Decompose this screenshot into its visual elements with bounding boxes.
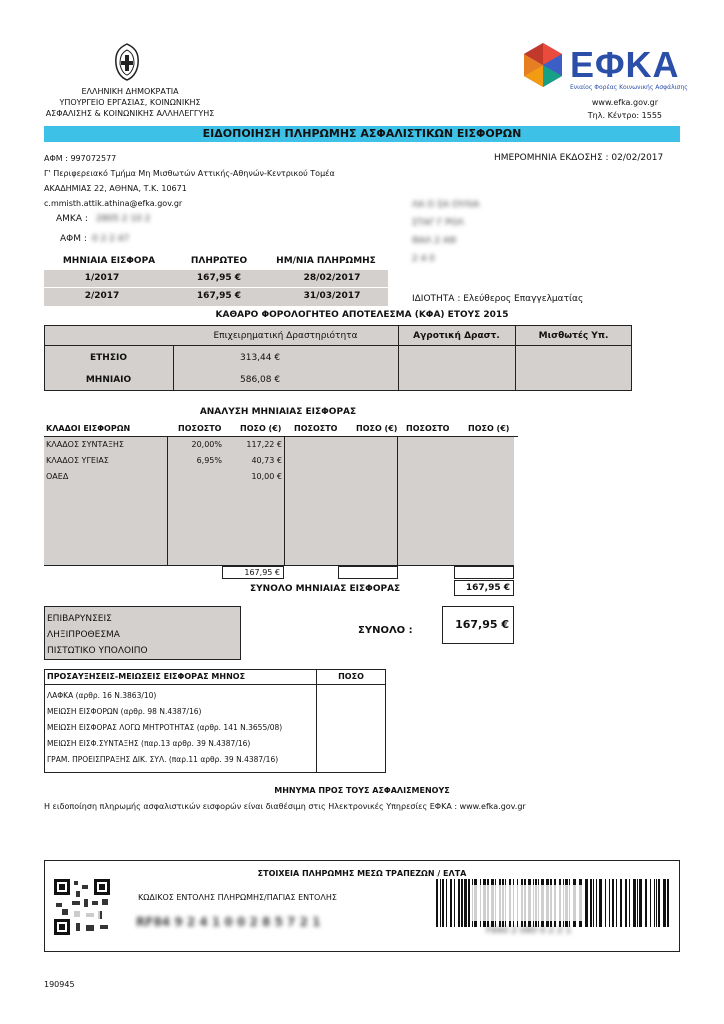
analysis-title: ΑΝΑΛΥΣΗ ΜΗΝΙΑΙΑΣ ΕΙΣΦΟΡΑΣ xyxy=(199,407,357,417)
barcode-bar xyxy=(585,879,588,927)
barcode-bar xyxy=(590,879,592,927)
payment-month: 1/2017 xyxy=(84,273,120,283)
kfa-col-salaried: Μισθωτές Υπ. xyxy=(538,331,609,341)
barcode-bar xyxy=(654,879,655,927)
kfa-row-label: ΜΗΝΙΑΙΟ xyxy=(85,375,132,385)
surcharges-box xyxy=(44,606,241,660)
barcode-bar xyxy=(436,879,438,927)
analysis-col-amt3: ΠΟΣΟ (€) xyxy=(468,424,510,433)
barcode-bar xyxy=(464,879,467,927)
subtotal-box xyxy=(222,566,284,579)
website: www.efka.gov.gr xyxy=(591,98,658,107)
analysis-branch: ΟΑΕΔ xyxy=(46,472,69,481)
table-row xyxy=(44,273,388,287)
payment-date: 31/03/2017 xyxy=(303,291,361,301)
grand-total-label: ΣΥΝΟΛΟ : xyxy=(358,625,413,636)
adjustments-rows xyxy=(47,688,282,768)
list-item: ΓΡΑΜ. ΠΡΟΕΙΣΠΡΑΞΗΣ ΔΙΚ. ΣΥΛ. (παρ.11 αρθρ. 39 Ν.4387/16) xyxy=(47,755,279,764)
list-item: ΛΑΦΚΑ (αρθρ. 16 Ν.3863/10) xyxy=(47,691,157,700)
message-text: Η ειδοποίηση πληρωμής ασφαλιστικών εισφορών είναι διαθέσιμη στις Ηλεκτρονικές Υπηρεσίες ΕΦΚΑ : www.efka.gov.gr xyxy=(44,802,526,811)
masked-line: ΣΤΑΓ Γ ΡΟΛ xyxy=(412,218,464,228)
kfa-row-value: 313,44 € xyxy=(240,353,281,363)
barcode-bar xyxy=(625,879,627,927)
barcode-bar xyxy=(596,879,597,927)
analysis-col-amt1: ΠΟΣΟ (€) xyxy=(240,424,282,433)
analysis-col-pct2: ΠΟΣΟΣΤΟ xyxy=(294,424,338,433)
ministry-line: ΕΛΛΗΝΙΚΗ ΔΗΜΟΚΡΑΤΙΑ xyxy=(81,87,179,96)
analysis-pct: 20,00% xyxy=(191,440,222,449)
kfa-col-biz: Επιχειρηματική Δραστηριότητα xyxy=(213,331,358,341)
ministry-line: ΑΣΦΑΛΙΣΗΣ & ΚΟΙΝΩΝΙΚΗΣ ΑΛΛΗΛΕΓΓΥΗΣ xyxy=(45,109,215,118)
barcode-bar xyxy=(461,879,463,927)
analysis-branch: ΚΛΑΔΟΣ ΣΥΝΤΑΞΗΣ xyxy=(46,440,124,449)
analysis-col-pct3: ΠΟΣΟΣΤΟ xyxy=(406,424,450,433)
analysis-amount: 117,22 € xyxy=(246,440,282,449)
afm-label: ΑΦΜ : xyxy=(60,234,87,244)
barcode-bar xyxy=(658,879,660,927)
table-row xyxy=(44,291,388,305)
barcode-bar xyxy=(639,879,642,927)
issuer-email: c.mmisth.attik.athina@efka.gov.gr xyxy=(44,199,183,208)
subtotal-value: 167,95 € xyxy=(244,568,280,577)
masked-line: 2 4 0 xyxy=(412,254,435,264)
amka-value: 2805 2 10 2 xyxy=(96,214,151,224)
surcharge-line: ΠΙΣΤΩΤΙΚΟ ΥΠΟΛΟΙΠΟ xyxy=(47,646,148,656)
payments-col-month: ΜΗΝΙΑΙΑ ΕΙΣΦΟΡΑ xyxy=(62,256,156,266)
barcode-text: F840 2 080 0 2 2 1 xyxy=(486,926,572,936)
masked-name-block xyxy=(412,196,479,268)
table-row xyxy=(44,440,518,452)
barcode-bar xyxy=(663,879,666,927)
issue-date: ΗΜΕΡΟΜΗΝΙΑ ΕΚΔΟΣΗΣ : 02/02/2017 xyxy=(494,153,664,163)
masked-line: ΘΑΛ 2 ΑΘ xyxy=(412,236,457,246)
table-row xyxy=(44,456,518,468)
surcharge-line: ΛΗΞΙΠΡΟΘΕΣΜΑ xyxy=(47,630,120,640)
kfa-title: ΚΑΘΑΡΟ ΦΟΡΟΛΟΓΗΤΕΟ ΑΠΟΤΕΛΕΣΜΑ (ΚΦΑ) ΕΤΟΥΣ 2015 xyxy=(215,310,509,320)
barcode-bar xyxy=(633,879,636,927)
message-title: ΜΗΝΥΜΑ ΠΡΟΣ ΤΟΥΣ ΑΣΦΑΛΙΣΜΕΝΟΥΣ xyxy=(274,786,450,795)
barcode-bar xyxy=(645,879,647,927)
barcode-bar xyxy=(446,879,447,927)
status-line: ΙΔΙΟΤΗΤΑ : Ελεύθερος Επαγγελματίας xyxy=(412,294,584,304)
analysis-amount: 10,00 € xyxy=(251,472,282,481)
barcode-icon xyxy=(436,879,672,927)
analysis-col-branch: ΚΛΑΔΟΙ ΕΙΣΦΟΡΩΝ xyxy=(46,424,131,433)
analysis-col-amt2: ΠΟΣΟ (€) xyxy=(356,424,398,433)
title-bar xyxy=(44,126,680,142)
barcode-bar xyxy=(454,879,455,927)
barcode-bar xyxy=(442,879,444,927)
analysis-pct: 6,95% xyxy=(196,456,222,465)
empty-subtotal-box xyxy=(338,566,398,579)
amka-label: ΑΜΚΑ : xyxy=(56,214,88,224)
kfa-row-value: 586,08 € xyxy=(240,375,281,385)
grand-total-box xyxy=(442,606,514,644)
barcode-bar xyxy=(599,879,602,927)
ministry-block xyxy=(40,86,220,119)
barcode-bar xyxy=(612,879,614,927)
barcode-bar xyxy=(593,879,594,927)
greek-emblem-icon xyxy=(110,42,144,82)
barcode-bar xyxy=(440,879,441,927)
barcode-bar xyxy=(616,879,617,927)
total-value: 167,95 € xyxy=(465,583,510,593)
barcode-mask xyxy=(472,885,582,921)
analysis-branch: ΚΛΑΔΟΣ ΥΓΕΙΑΣ xyxy=(46,456,109,465)
payment-amount: 167,95 € xyxy=(196,291,242,301)
barcode-bar xyxy=(458,879,460,927)
issuer-address: ΑΚΑΔΗΜΙΑΣ 22, ΑΘΗΝΑ, Τ.Κ. 10671 xyxy=(44,184,187,193)
issuer-block xyxy=(44,151,335,211)
payment-amount: 167,95 € xyxy=(196,273,242,283)
issuer-afm: ΑΦΜ : 997072577 xyxy=(44,154,117,163)
payment-box-title: ΣΤΟΙΧΕΙΑ ΠΛΗΡΩΜΗΣ ΜΕΣΩ ΤΡΑΠΕΖΩΝ / ΕΛΤΑ xyxy=(257,869,467,878)
total-box xyxy=(454,580,514,596)
list-item: ΜΕΙΩΣΗ ΕΙΣΦ.ΣΥΝΤΑΞΗΣ (παρ.13 αρθρ. 39 Ν.4387/16) xyxy=(47,739,251,748)
efka-logo-text: ΕΦΚΑ xyxy=(570,44,680,85)
barcode-bar xyxy=(450,879,452,927)
issuer-dept: Γ' Περιφερειακό Τμήμα Μη Μισθωτών Αττικής-Αθηνών-Κεντρικού Τομέα xyxy=(44,169,335,178)
list-item: ΜΕΙΩΣΗ ΕΙΣΦΟΡΑΣ ΛΟΓΩ ΜΗΤΡΟΤΗΤΑΣ (αρθρ. 141 Ν.3655/08) xyxy=(47,723,283,732)
adjustments-col-amount: ΠΟΣΟ xyxy=(338,672,364,681)
kfa-row-label: ΕΤΗΣΙΟ xyxy=(90,353,127,363)
analysis-header xyxy=(44,422,518,436)
payments-row-divider xyxy=(44,287,388,288)
masked-line: ΛΑ Ο ΣΑ ΟΥΛΙΑ xyxy=(412,200,480,210)
kfa-biz-box xyxy=(173,345,398,391)
qr-code-icon xyxy=(52,877,112,937)
barcode-bar xyxy=(609,879,610,927)
kfa-hline xyxy=(44,345,632,346)
afm-value: 0 2 2 47 xyxy=(92,234,130,244)
barcode-bar xyxy=(650,879,651,927)
efka-logo-subtitle: Ενιαίος Φορέας Κοινωνικής Ασφάλισης xyxy=(570,84,688,91)
analysis-col-pct1: ΠΟΣΟΣΤΟ xyxy=(178,424,222,433)
phone: Τηλ. Κέντρο: 1555 xyxy=(587,111,662,120)
barcode-bar xyxy=(667,879,669,927)
rf-code: RF84 9 2 4 1 0 0 2 8 5 7 2 1 xyxy=(136,915,321,929)
efka-logo-icon xyxy=(520,42,566,88)
payment-month: 2/2017 xyxy=(84,291,120,301)
adjustments-hline xyxy=(44,684,386,685)
payments-col-date: ΗΜ/ΝΙΑ ΠΛΗΡΩΜΗΣ xyxy=(276,256,376,266)
analysis-amount: 40,73 € xyxy=(251,456,282,465)
payment-code-label: ΚΩΔΙΚΟΣ ΕΝΤΟΛΗΣ ΠΛΗΡΩΜΗΣ/ΠΑΓΙΑΣ ΕΝΤΟΛΗΣ xyxy=(138,893,337,902)
footer-code: 190945 xyxy=(44,980,75,989)
ministry-line: ΥΠΟΥΡΓΕΙΟ ΕΡΓΑΣΙΑΣ, ΚΟΙΝΩΝΙΚΗΣ xyxy=(59,98,201,107)
table-row xyxy=(44,472,518,484)
list-item: ΜΕΙΩΣΗ ΕΙΣΦΟΡΩΝ (αρθρ. 98 Ν.4387/16) xyxy=(47,707,202,716)
payments-header xyxy=(44,256,388,270)
barcode-bar xyxy=(468,879,470,927)
payments-col-amount: ΠΛΗΡΩΤΕΟ xyxy=(190,256,248,266)
grand-total-value: 167,95 € xyxy=(455,618,509,631)
kfa-col-agro: Αγροτική Δραστ. xyxy=(413,331,500,341)
payment-date: 28/02/2017 xyxy=(303,273,361,283)
barcode-bar xyxy=(656,879,657,927)
barcode-bar xyxy=(620,879,622,927)
page-title: ΕΙΔΟΠΟΙΗΣΗ ΠΛΗΡΩΜΗΣ ΑΣΦΑΛΙΣΤΙΚΩΝ ΕΙΣΦΟΡΩΝ xyxy=(202,127,522,140)
barcode-bar xyxy=(637,879,638,927)
empty-subtotal-box xyxy=(454,566,514,579)
barcode-bar xyxy=(605,879,606,927)
barcode-bar xyxy=(629,879,630,927)
surcharge-line: ΕΠΙΒΑΡΥΝΣΕΙΣ xyxy=(47,614,112,624)
total-label: ΣΥΝΟΛΟ ΜΗΝΙΑΙΑΣ ΕΙΣΦΟΡΑΣ xyxy=(250,584,401,594)
adjustments-col-desc: ΠΡΟΣΑΥΞΗΣΕΙΣ-ΜΕΙΩΣΕΙΣ ΕΙΣΦΟΡΑΣ ΜΗΝΟΣ xyxy=(47,672,246,681)
